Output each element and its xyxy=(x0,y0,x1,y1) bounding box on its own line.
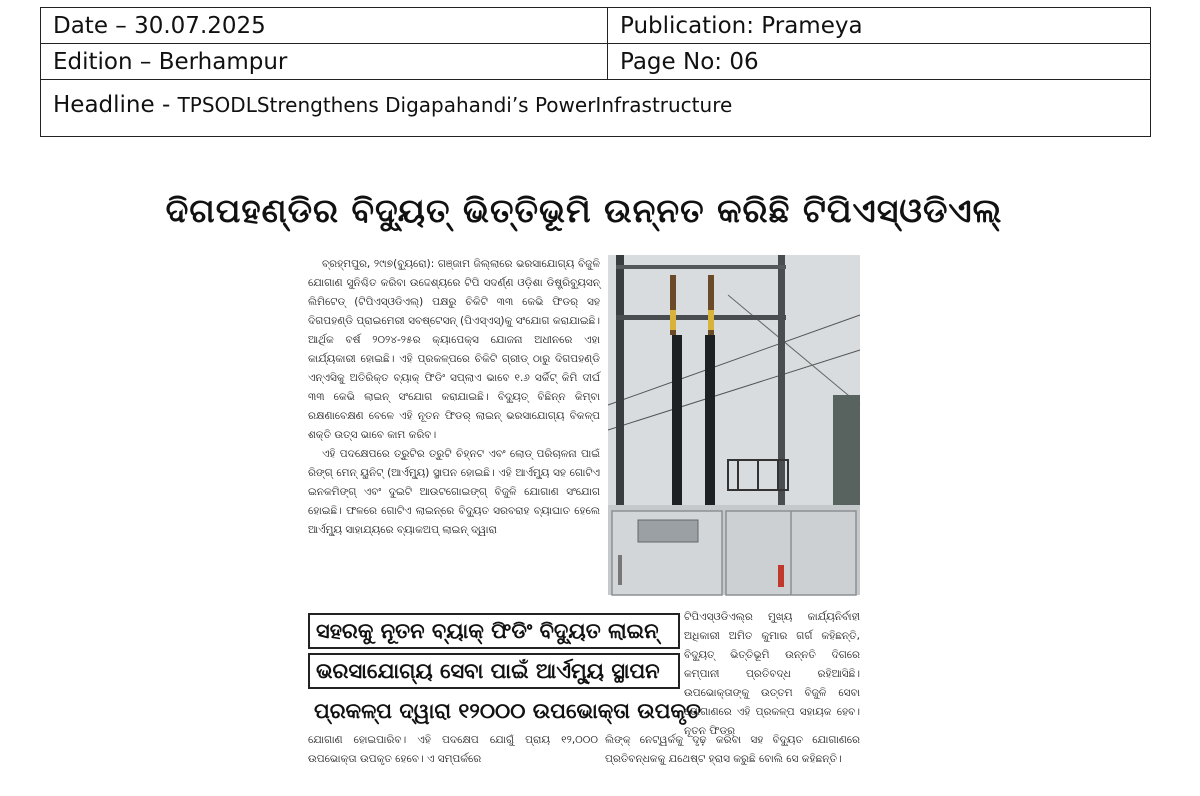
article-paragraph-1: ବ୍ରହ୍ମପୁର, ୨୯ା୭(ବ୍ୟୁରୋ): ଗଞ୍ଜାମ ଜିଲ୍ଲାରେ ଭରସାଯୋଗ୍ୟ ବିଜୁଳି ଯୋଗାଣ ସୁନିଶ୍ଚିତ କରିବା ଉଦ୍ଦେଶ୍ୟରେ ଟିପି ସଦର୍ଣ୍ଣ ଓଡ଼ିଶା ଡିଷ୍ଟ୍ରିବ୍ୟୁସନ୍ ଲିମିଟେଡ୍ (ଟିପିଏସ୍ଓଡିଏଲ୍) ପକ୍ଷରୁ ଚିକିଟି ୩୩ କେଭି ଫିଡର୍ ସହ ଦିଗପହଣ୍ଡି ପ୍ରାଇମେରୀ ସବଷ୍ଟେସନ୍ (ପିଏସ୍ଏସ୍)କୁ ସଂଯୋଗ କରାଯାଇଛି। ଆର୍ଥିକ ବର୍ଷ ୨୦୨୪-୨୫ର କ୍ୟାପେକ୍ସ ଯୋଜନା ଅଧୀନରେ ଏହା କାର୍ଯ୍ୟକାରୀ ହୋଇଛି। ଏହି ପ୍ରକଳ୍ପରେ ଚିକିଟି ଗ୍ରୀଡ୍ ଠାରୁ ଦିଗପହଣ୍ଡି ଏନ୍ଏସିକୁ ଅତିରିକ୍ତ ବ୍ୟାକ୍ ଫିଡିଂ ସପ୍ଲାଏ ଭାବେ ୧.୬ ସର୍କିଟ୍ କିମି ଦୀର୍ଘ ୩୩ କେଭି ଲାଇନ୍ ସଂଯୋଗ କରାଯାଇଛି। ବିଦ୍ୟୁତ୍ ବିଛିନ୍ନ କିମ୍ବା ରକ୍ଷଣାବେକ୍ଷଣ ବେଳେ ଏହି ନୂତନ ଫିଡର୍ ଲାଇନ୍ ଭରସାଯୋଗ୍ୟ ବିକଳ୍ପ ଶକ୍ତି ଉତ୍ସ ଭାବେ କାମ କରିବ। xyxy=(308,258,600,441)
metadata-table xyxy=(40,7,1151,137)
substation-photo-image xyxy=(608,255,860,595)
article-body-bottom-left xyxy=(308,731,598,773)
article-body-left-column xyxy=(308,255,600,600)
page-number-cell: Page No: 06 xyxy=(620,48,759,75)
date-cell: Date – 30.07.2025 xyxy=(41,8,608,43)
article-right-paragraph: ଟିପିଏସ୍ଓଡିଏଲ୍‌ର ମୁଖ୍ୟ କାର୍ଯ୍ୟନିର୍ବାହୀ ଅଧିକାରୀ ଅମିତ କୁମାର ଗର୍ଗ କହିଛନ୍ତି, ବିଦ୍ୟୁତ୍ ଭିତ୍ତିଭୂମି ଉନ୍ନତି ଦିଗରେ କମ୍ପାନୀ ପ୍ରତିବଦ୍ଧ ରହିଆସିଛି। ଉପଭୋକ୍ତାଙ୍କୁ ଉତ୍ତମ ବିଜୁଳି ସେବା ଯୋଗାଣରେ ଏହି ପ୍ରକଳ୍ପ ସହାୟକ ହେବ। ନୂତନ ଫିଡର୍ xyxy=(684,611,860,737)
headline-text: TPSODLStrengthens Digapahandi’s PowerInfrastructure xyxy=(177,93,733,117)
headline-cell xyxy=(53,92,732,118)
subheading-3: ପ୍ରକଳ୍ପ ଦ୍ୱାରା ୧୨୦୦୦ ଉପଭୋକ୍ତା ଉପକୃତ xyxy=(314,698,701,723)
subheading-1: ସହରକୁ ନୂତନ ବ୍ୟାକ୍ ଫିଡିଂ ବିଦ୍ୟୁତ ଲାଇନ୍ xyxy=(308,613,680,649)
publication-cell: Publication: Prameya xyxy=(620,12,863,39)
newspaper-clipping xyxy=(165,183,1003,773)
subheading-2: ଭରସାଯୋଗ୍ୟ ସେବା ପାଇଁ ଆର୍ଏମ୍ୟୁ ସ୍ଥାପନ xyxy=(308,653,680,689)
headline-label: Headline - xyxy=(53,92,178,118)
metadata-row-3 xyxy=(41,80,1150,136)
edition-cell: Edition – Berhampur xyxy=(41,44,608,79)
metadata-row-2 xyxy=(41,44,1150,80)
article-bottom-left-text: ଯୋଗାଣ ହୋଇପାରିବ। ଏହି ପଦକ୍ଷେପ ଯୋଗୁଁ ପ୍ରାୟ ୧୨,୦୦୦ ଉପଭୋକ୍ତା ଉପକୃତ ହେବେ। ଏ ସମ୍ପର୍କରେ xyxy=(308,734,598,765)
substation-photo xyxy=(608,255,860,595)
article-paragraph-2: ଏହି ପଦକ୍ଷେପରେ ତ୍ରୁଟିର ତ୍ରୁଟି ଚିହ୍ନଟ ଏବଂ ଲୋଡ୍ ପରିଚାଳନା ପାଇଁ ରିଙ୍ଗ୍ ମେନ୍ ୟୁନିଟ୍ (ଆର୍ଏମ୍ୟୁ) ସ୍ଥାପନ ହୋଇଛି। ଏହି ଆର୍ଏମ୍ୟୁ ସହ ଗୋଟିଏ ଇନକମିଙ୍ଗ୍ ଏବଂ ଦୁଇଟି ଆଉଟଗୋଇଙ୍ଗ୍ ବିଜୁଳି ଯୋଗାଣ ସଂଯୋଗ ହୋଇଛି। ଫଳରେ ଗୋଟିଏ ଲାଇନ୍‌ରେ ବିଦ୍ୟୁତ ସରବରାହ ବ୍ୟାଘାତ ହେଲେ ଆର୍ଏମ୍ୟୁ ସାହାଯ୍ୟରେ ବ୍ୟାକଅପ୍ ଲାଇନ୍ ଦ୍ୱାରା xyxy=(308,448,600,536)
article-bottom-right-text: ଲିଙ୍କ୍ ନେଟ୍‌ୱର୍କକୁ ଦୃଢ଼ କରିବା ସହ ବିଦ୍ୟୁତ ଯୋଗାଣରେ ପ୍ରତିବନ୍ଧକକୁ ଯଥେଷ୍ଟ ହ୍ରାସ କରୁଛି ବୋଲି ସେ କହିଛନ୍ତି। xyxy=(605,734,860,765)
article-body-bottom-right xyxy=(605,731,860,773)
article-title: ଦିଗପହଣ୍ଡିର ବିଦ୍ୟୁତ୍ ଭିତ୍ତିଭୂମି ଉନ୍ନତ କରିଛି ଟିପିଏସ୍ଓଡିଏଲ୍ xyxy=(165,191,1003,230)
metadata-row-1 xyxy=(41,8,1150,44)
